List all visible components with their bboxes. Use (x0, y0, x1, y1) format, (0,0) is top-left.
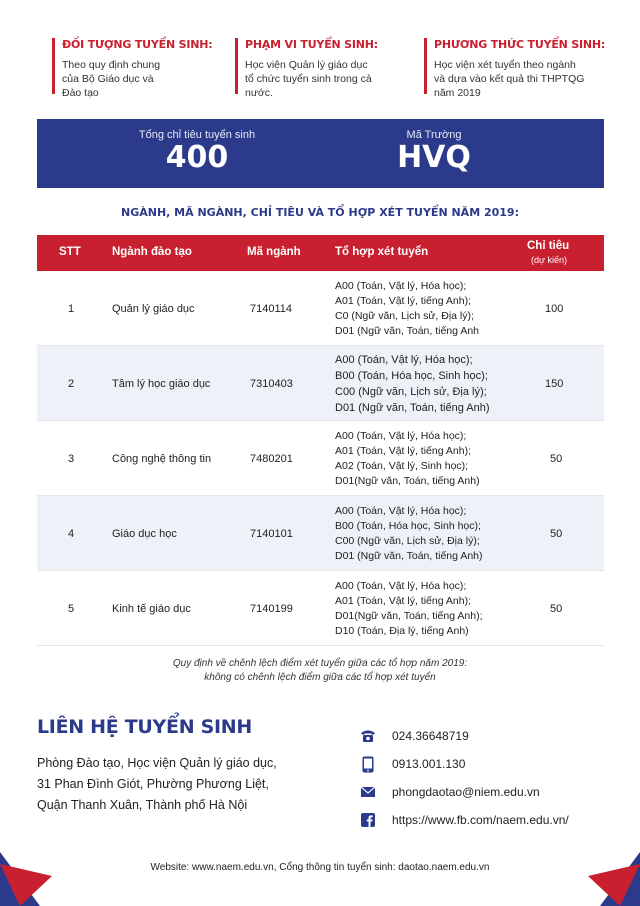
combo-line: B00 (Toán, Hóa học, Sinh học); (335, 369, 488, 382)
combo-line: D01(Ngữ văn, Toán, tiếng Anh); (335, 609, 483, 622)
table-row (37, 421, 604, 496)
info-scope (235, 38, 405, 100)
combo-line: A01 (Toán, Vật lý, tiếng Anh); (335, 594, 471, 607)
info-method (424, 38, 609, 100)
info-title: PHẠM VI TUYỂN SINH: (245, 38, 378, 51)
combo-line: D10 (Toán, Địa lý, tiếng Anh) (335, 624, 469, 637)
contact-phone[interactable] (360, 722, 569, 750)
note-line: Quy định về chênh lệch điểm xét tuyển giữa các tổ hợp năm 2019: (172, 658, 468, 669)
summary-banner (37, 119, 604, 188)
contact-email-text: phongdaotao@niem.edu.vn (392, 785, 540, 799)
cell-code: 7140114 (250, 302, 293, 315)
accent-bar (235, 38, 238, 94)
cell-major: Kinh tế giáo dục (112, 602, 191, 615)
contact-mobile[interactable] (360, 750, 569, 778)
cell-quota: 50 (550, 602, 563, 615)
combo-line: D01 (Ngữ văn, Toán, tiếng Anh (335, 324, 480, 337)
school-code-value: HVQ (397, 140, 471, 175)
combo-note (0, 657, 640, 685)
info-target (52, 38, 222, 100)
combo-line: B00 (Toán, Hóa học, Sinh học); (335, 519, 481, 532)
mail-icon (360, 784, 376, 800)
info-line: Theo quy định chung (62, 59, 161, 71)
info-line: Đào tạo (62, 87, 99, 99)
table-row (37, 346, 604, 421)
info-body (434, 58, 609, 100)
header-combos: Tổ hợp xét tuyển (335, 246, 429, 258)
header-code: Mã ngành (247, 246, 301, 258)
info-line: của Bộ Giáo dục và (62, 73, 154, 85)
table-row (37, 271, 604, 346)
cell-quota: 150 (545, 377, 564, 390)
header-stt: STT (59, 246, 81, 258)
header-quota: Chỉ tiêu (527, 240, 570, 252)
admission-table (37, 235, 604, 646)
quota-label: Tổng chỉ tiêu tuyển sinh (138, 129, 256, 141)
cell-stt: 2 (68, 377, 75, 390)
combo-line: D01(Ngữ văn, Toán, tiếng Anh) (335, 474, 480, 487)
info-line: Học viện Quản lý giáo dục (245, 59, 368, 71)
contact-title: LIÊN HỆ TUYỂN SINH (37, 716, 252, 738)
combo-line: C00 (Ngữ văn, Lịch sử, Địa lý); (335, 534, 480, 547)
info-line: tổ chức tuyển sinh trong cả (245, 73, 372, 85)
cell-stt: 3 (68, 452, 75, 465)
cell-major: Tâm lý học giáo dục (112, 377, 211, 390)
combo-line: A01 (Toán, Vật lý, tiếng Anh); (335, 294, 471, 307)
corner-decoration-right (584, 846, 640, 906)
footer-websites: Website: www.naem.edu.vn, Cổng thông tin tuyển sinh: daotao.naem.edu.vn (150, 862, 490, 873)
cell-combos (335, 346, 490, 421)
corner-decoration-left (0, 846, 56, 906)
contact-list (360, 722, 569, 834)
cell-code: 7480201 (250, 452, 293, 465)
quota-value: 400 (165, 140, 229, 175)
combo-line: D01 (Ngữ văn, Toán, tiếng Anh) (335, 401, 490, 414)
address-line: Quận Thanh Xuân, Thành phố Hà Nội (37, 798, 248, 812)
cell-code: 7140101 (250, 527, 293, 540)
cell-quota: 50 (550, 527, 563, 540)
combo-line: A00 (Toán, Vật lý, Hóa học); (335, 429, 467, 442)
phone-icon (360, 728, 376, 744)
table-row (37, 496, 604, 571)
combo-line: A01 (Toán, Vật lý, tiếng Anh); (335, 444, 471, 457)
mobile-icon (360, 756, 376, 772)
cell-combos (335, 571, 483, 646)
cell-stt: 4 (68, 527, 75, 540)
school-code-label: Mã Trường (406, 129, 462, 141)
accent-bar (52, 38, 55, 94)
combo-line: A00 (Toán, Vật lý, Hóa học); (335, 353, 473, 366)
section-title: NGÀNH, MÃ NGÀNH, CHỈ TIÊU VÀ TỔ HỢP XÉT TUYỂN NĂM 2019: (121, 206, 519, 219)
info-body (245, 58, 405, 100)
info-line: Học viện xét tuyển theo ngành (434, 59, 576, 71)
school-code-block (324, 119, 544, 175)
contact-address (37, 753, 277, 816)
table-header (37, 235, 604, 271)
cell-stt: 5 (68, 602, 75, 615)
contact-mobile-text: 0913.001.130 (392, 757, 466, 771)
combo-line: A00 (Toán, Vật lý, Hóa học); (335, 504, 467, 517)
combo-line: A00 (Toán, Vật lý, Hóa học); (335, 279, 467, 292)
cell-combos (335, 496, 483, 571)
info-title: ĐỐI TƯỢNG TUYỂN SINH: (62, 38, 213, 51)
address-line: 31 Phan Đình Giót, Phường Phương Liệt, (37, 777, 269, 791)
cell-stt: 1 (68, 302, 75, 315)
table-row (37, 571, 604, 646)
cell-combos (335, 271, 479, 346)
cell-major: Công nghệ thông tin (112, 452, 212, 465)
contact-phone-text: 024.36648719 (392, 729, 469, 743)
combo-line: A02 (Toán, Vật lý, Sinh học); (335, 459, 469, 472)
info-line: năm 2019 (434, 87, 481, 99)
cell-quota: 100 (545, 302, 564, 315)
header-major: Ngành đào tạo (112, 246, 192, 258)
cell-major: Giáo dục học (112, 527, 177, 540)
info-line: và dựa vào kết quả thi THPTQG (434, 73, 585, 85)
cell-major: Quản lý giáo dục (112, 302, 195, 315)
cell-combos (335, 421, 480, 496)
combo-line: C00 (Ngữ văn, Lịch sử, Địa lý); (335, 385, 487, 398)
combo-line: A00 (Toán, Vật lý, Hóa học); (335, 579, 467, 592)
note-line: không có chênh lệch điểm giữa các tổ hợp xét tuyển (204, 672, 436, 683)
contact-facebook[interactable] (360, 806, 569, 834)
cell-quota: 50 (550, 452, 563, 465)
combo-line: C0 (Ngữ văn, Lịch sử, Địa lý); (335, 309, 474, 322)
contact-facebook-text: https://www.fb.com/naem.edu.vn/ (392, 813, 569, 827)
info-body (62, 58, 222, 100)
combo-line: D01 (Ngữ văn, Toán, tiếng Anh) (335, 549, 483, 562)
contact-email[interactable] (360, 778, 569, 806)
quota-block (87, 119, 307, 175)
facebook-icon (360, 812, 376, 828)
address-line: Phòng Đào tạo, Học viện Quản lý giáo dục, (37, 756, 277, 770)
cell-code: 7140199 (250, 602, 293, 615)
cell-code: 7310403 (250, 377, 293, 390)
info-line: nước. (245, 87, 273, 99)
header-quota-sub: (dự kiến) (531, 255, 568, 265)
accent-bar (424, 38, 427, 94)
info-title: PHƯƠNG THỨC TUYỂN SINH: (434, 38, 606, 51)
